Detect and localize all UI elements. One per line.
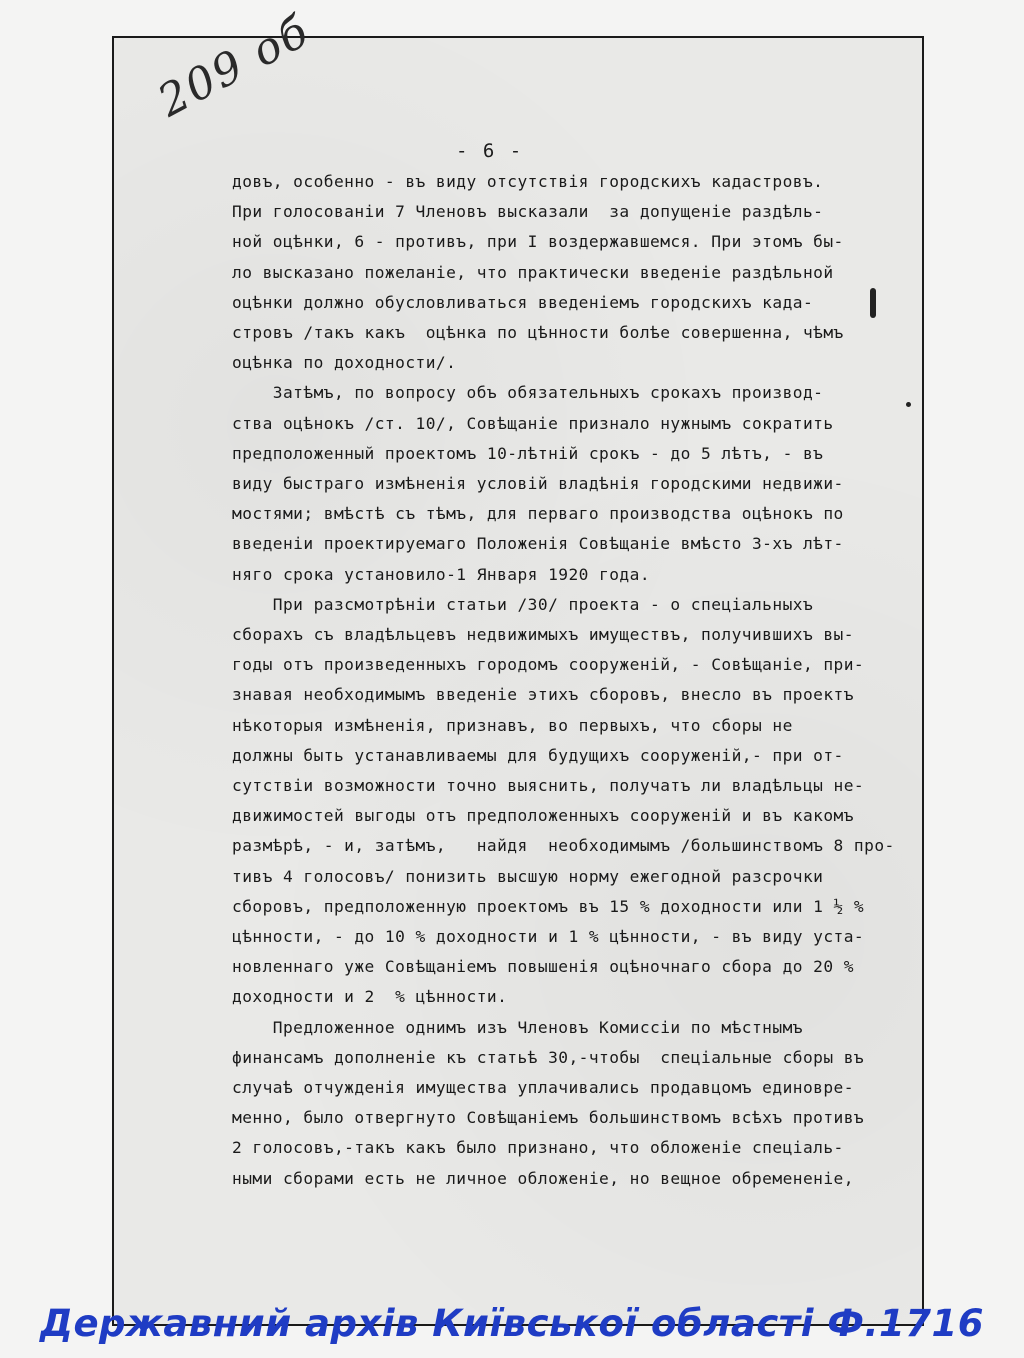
text-line: довъ, особенно - въ виду отсутствія городскихъ кадастровъ. xyxy=(232,172,824,191)
text-line: виду быстраго измѣненія условій владѣнія городскими недвижи- xyxy=(232,474,844,493)
text-line: движимостей выгоды отъ предположенныхъ сооруженій и въ какомъ xyxy=(232,806,854,826)
text-line: ными сборами есть не личное обложеніе, но вещное обремененіе, xyxy=(232,1168,854,1188)
document-page xyxy=(112,36,924,1326)
text-line: знавая необходимымъ введеніе этихъ сборовъ, внесло въ проектъ xyxy=(232,685,854,705)
text-line: сборовъ, предположенную проектомъ въ 15 % доходности или 1 ½ % xyxy=(232,896,865,916)
text-line: должны быть устанавливаемы для будущихъ сооруженій,- при от- xyxy=(232,745,844,765)
text-line: предположенный проектомъ 10-лѣтній срокъ - до 5 лѣтъ, - въ xyxy=(232,443,824,463)
text-line: оцѣнка по доходности/. xyxy=(232,353,457,373)
text-line: цѣнности, - до 10 % доходности и 1 % цѣнности, - въ виду уста- xyxy=(232,927,865,946)
text-line: новленнаго уже Совѣщаніемъ повышенія оцѣночнаго сбора до 20 % xyxy=(232,957,854,977)
text-line: сборахъ съ владѣльцевъ недвижимыхъ имуществъ, получившихъ вы- xyxy=(232,625,854,644)
text-line: При разсмотрѣніи статьи /30/ проекта - о спеціальныхъ xyxy=(232,594,814,614)
text-line: тивъ 4 голосовъ/ понизить высшую норму ежегодной разсрочки xyxy=(232,866,824,886)
text-line: оцѣнки должно обусловливаться введеніемъ городскихъ када- xyxy=(232,292,814,312)
text-line: ной оцѣнки, 6 - противъ, при I воздержавшемся. При этомъ бы- xyxy=(232,232,844,252)
text-line: годы отъ произведенныхъ городомъ сооруженій, - Совѣщаніе, при- xyxy=(232,655,865,675)
text-line: финансамъ дополненіе къ статьѣ 30,-чтобы спеціальные сборы въ xyxy=(232,1047,865,1067)
text-line: стровъ /такъ какъ оцѣнка по цѣнности болѣе совершенна, чѣмъ xyxy=(232,323,844,342)
text-line: 2 голосовъ,-такъ какъ было признано, что обложеніе спеціаль- xyxy=(232,1138,844,1158)
text-line: Предложенное однимъ изъ Членовъ Комиссіи по мѣстнымъ xyxy=(232,1017,803,1037)
text-line: няго срока установило-1 Января 1920 года. xyxy=(232,564,651,584)
text-line: размѣрѣ, - и, затѣмъ, найдя необходимымъ /большинствомъ 8 про- xyxy=(232,836,895,856)
text-line: ства оцѣнокъ /ст. 10/, Совѣщаніе признало нужнымъ сократить xyxy=(232,413,834,433)
text-line: доходности и 2 % цѣнности. xyxy=(232,987,508,1007)
text-line: случаѣ отчужденія имущества уплачивались продавцомъ единовре- xyxy=(232,1078,854,1097)
text-line: менно, было отвергнуто Совѣщаніемъ большинствомъ всѣхъ противъ xyxy=(232,1108,865,1128)
text-line: ло высказано пожеланіе, что практически введеніе раздѣльной xyxy=(232,262,834,282)
text-line: сутствіи возможности точно выяснить, получатъ ли владѣльцы не- xyxy=(232,776,865,795)
archive-caption: Державний архів Київської області Ф.1716 xyxy=(39,1302,984,1345)
text-line: При голосованіи 7 Членовъ высказали за допущеніе раздѣль- xyxy=(232,202,824,222)
text-line: введеніи проектируемаго Положенія Совѣщаніе вмѣсто 3-хъ лѣт- xyxy=(232,534,844,554)
handwritten-archive-mark: 209 об xyxy=(150,5,319,128)
text-line: мостями; вмѣстѣ съ тѣмъ, для перваго производства оцѣнокъ по xyxy=(232,504,844,524)
page-number: - 6 - xyxy=(456,140,524,162)
ink-speck xyxy=(906,402,911,407)
ink-speck xyxy=(870,288,876,318)
text-line: Затѣмъ, по вопросу объ обязательныхъ срокахъ производ- xyxy=(232,383,824,403)
text-line: нѣкоторыя измѣненія, признавъ, во первыхъ, что сборы не xyxy=(232,715,793,735)
